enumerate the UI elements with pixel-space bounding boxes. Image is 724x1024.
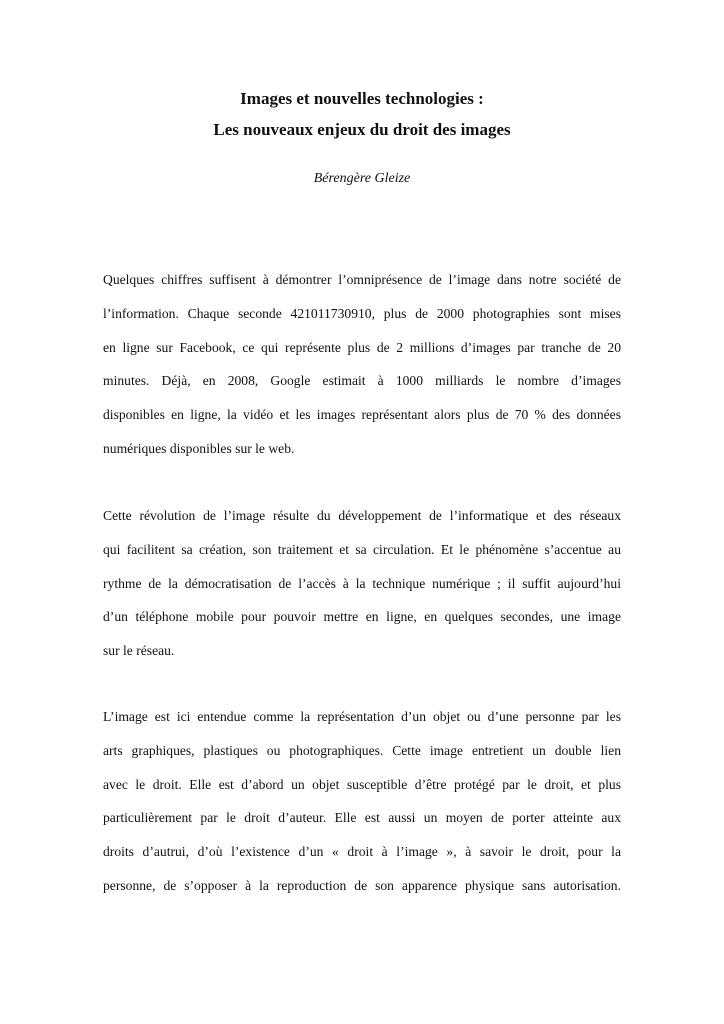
- paragraph-line: en ligne sur Facebook, ce qui représente plus de 2 millions d’images par tranche de 20: [103, 339, 621, 355]
- paragraph-line: rythme de la démocratisation de l’accès à la technique numérique ; il suffit aujourd’hui: [103, 575, 621, 591]
- paragraph-line: avec le droit. Elle est d’abord un objet susceptible d’être protégé par le droit, et plus: [103, 776, 621, 792]
- document-author: Bérengère Gleize: [313, 171, 411, 186]
- paragraph-line: particulièrement par le droit d’auteur. Elle est aussi un moyen de porter atteinte aux: [103, 810, 621, 826]
- paragraph-line: Quelques chiffres suffisent à démontrer l’omniprésence de l’image dans notre société de: [103, 272, 621, 287]
- paragraph-line: disponibles en ligne, la vidéo et les images représentant alors plus de 70 % des données: [103, 407, 621, 423]
- paragraph-line: numériques disponibles sur le web.: [103, 440, 295, 456]
- paragraph-line: qui facilitent sa création, son traitement et sa circulation. Et le phénomène s’accentue au: [103, 541, 621, 557]
- paragraph-line: d’un téléphone mobile pour pouvoir mettre en ligne, en quelques secondes, une image: [103, 609, 621, 625]
- paragraph-line: personne, de s’opposer à la reproduction de son apparence physique sans autorisation.: [103, 877, 621, 893]
- document-title-line-1: Images et nouvelles technologies :: [240, 89, 484, 108]
- paragraph-2: [103, 506, 621, 675]
- document-title-line-2: Les nouveaux enjeux du droit des images: [213, 120, 511, 139]
- paragraph-line: droits d’autrui, d’où l’existence d’un « droit à l’image », à savoir le droit, pour la: [103, 844, 621, 860]
- paragraph-line: arts graphiques, plastiques ou photographiques. Cette image entretient un double lien: [103, 742, 621, 758]
- paragraph-3: [103, 707, 621, 910]
- paragraph-line: L’image est ici entendue comme la représentation d’un objet ou d’une personne par les: [103, 709, 621, 724]
- paragraph-line: sur le réseau.: [103, 643, 175, 659]
- paragraph-1: [103, 270, 621, 473]
- paragraph-line: Cette révolution de l’image résulte du développement de l’informatique et des réseaux: [103, 508, 621, 523]
- paragraph-line: minutes. Déjà, en 2008, Google estimait à 1000 milliards le nombre d’images: [103, 373, 621, 389]
- paragraph-line: l’information. Chaque seconde 421011730910, plus de 2000 photographies sont mises: [103, 305, 621, 321]
